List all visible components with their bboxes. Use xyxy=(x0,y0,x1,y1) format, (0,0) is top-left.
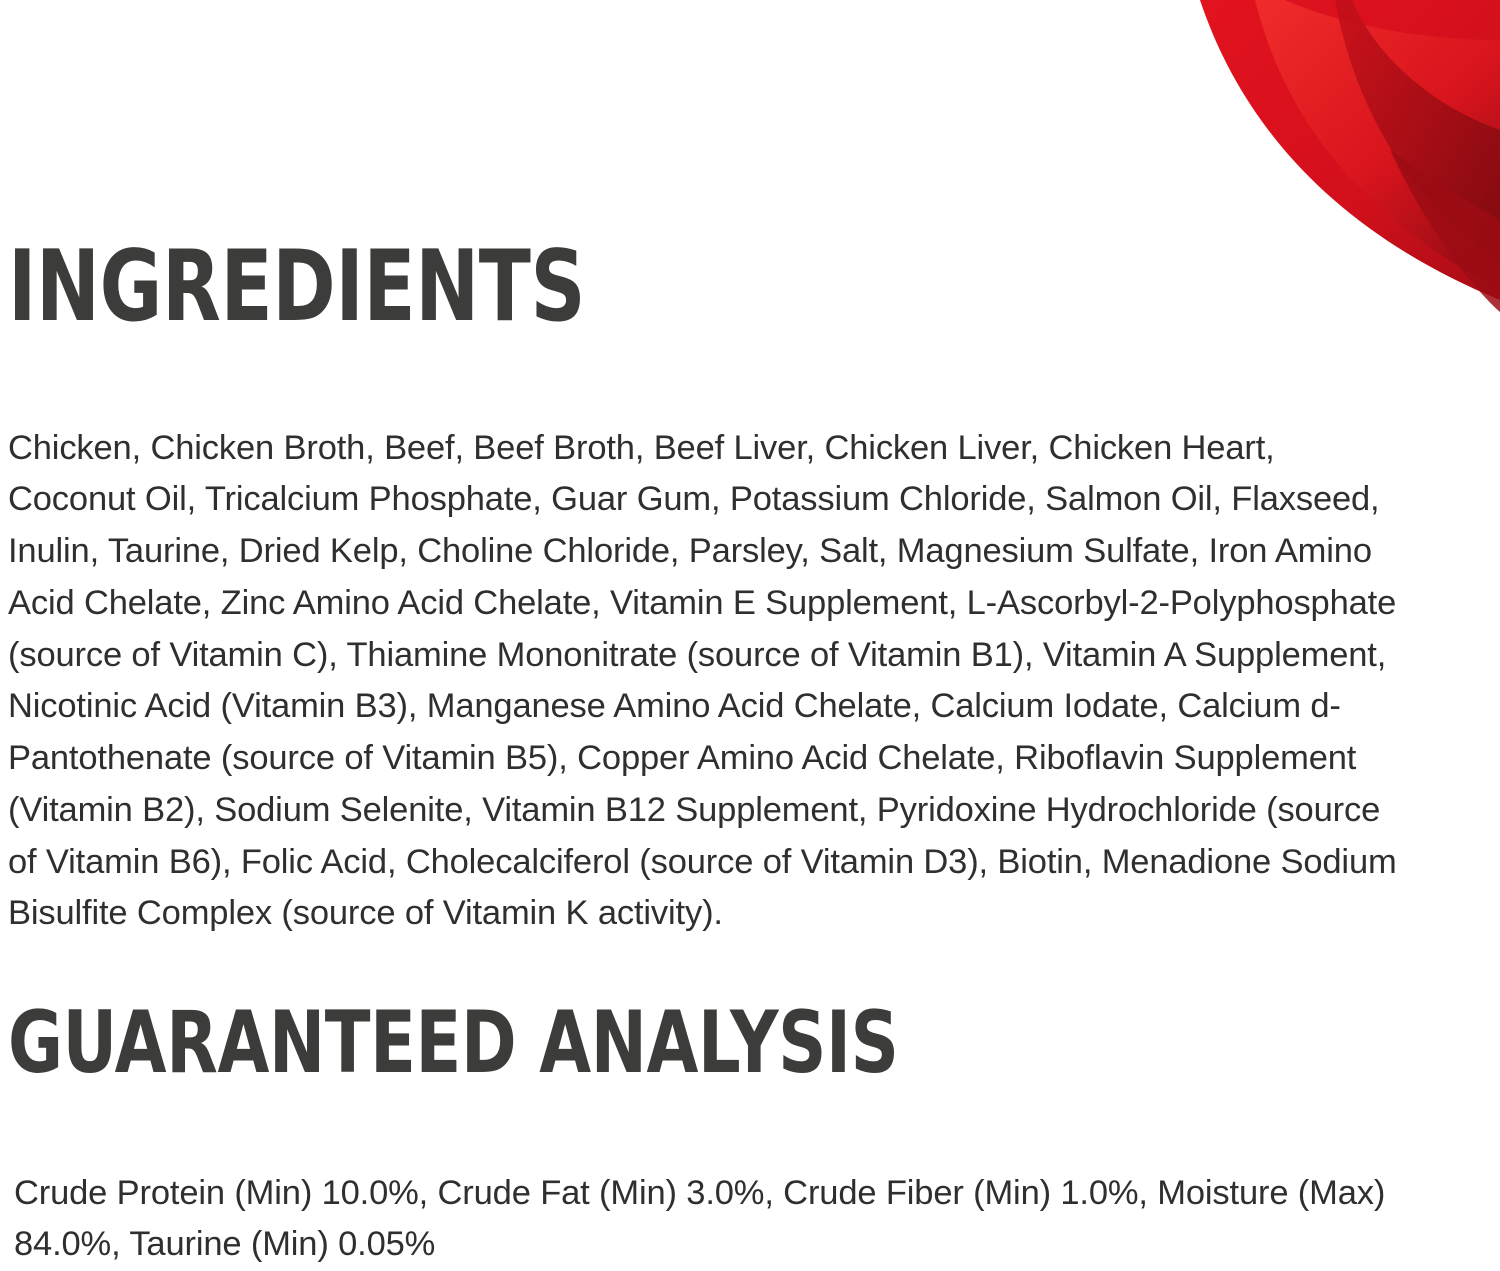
red-corner-graphic xyxy=(1080,0,1500,380)
ingredients-text: Chicken, Chicken Broth, Beef, Beef Broth, Beef Liver, Chicken Liver, Chicken Heart, Coconut Oil, Tricalcium Phosphate, Guar Gum, Potassium Chloride, Salmon Oil, Flaxseed, Inulin, Taurine, Dried Kelp, Choline Chloride, Parsley, Salt, Magnesium Sulfate, Iron Amino Acid Chelate, Zinc Amino Acid Chelate, Vitamin E Supplement, L-Ascorbyl-2-Polyphosphate (source of Vitamin C), Thiamine Mononitrate (source of Vitamin B1), Vitamin A Supplement, Nicotinic Acid (Vitamin B3), Manganese Amino Acid Chelate, Calcium Iodate, Calcium d-Pantothenate (source of Vitamin B5), Copper Amino Acid Chelate, Riboflavin Supplement (Vitamin B2), Sodium Selenite, Vitamin B12 Supplement, Pyridoxine Hydrochloride (source of Vitamin B6), Folic Acid, Cholecalciferol (source of Vitamin D3), Biotin, Menadione Sodium Bisulfite Complex (source of Vitamin K activity). xyxy=(8,423,1398,941)
guaranteed-analysis-heading: GUARANTEED ANALYSIS xyxy=(8,1000,899,1086)
ingredients-heading: INGREDIENTS xyxy=(8,238,585,336)
guaranteed-analysis-text: Crude Protein (Min) 10.0%, Crude Fat (Min) 3.0%, Crude Fiber (Min) 1.0%, Moisture (Max) 84.0%, Taurine (Min) 0.05% xyxy=(14,1168,1414,1271)
